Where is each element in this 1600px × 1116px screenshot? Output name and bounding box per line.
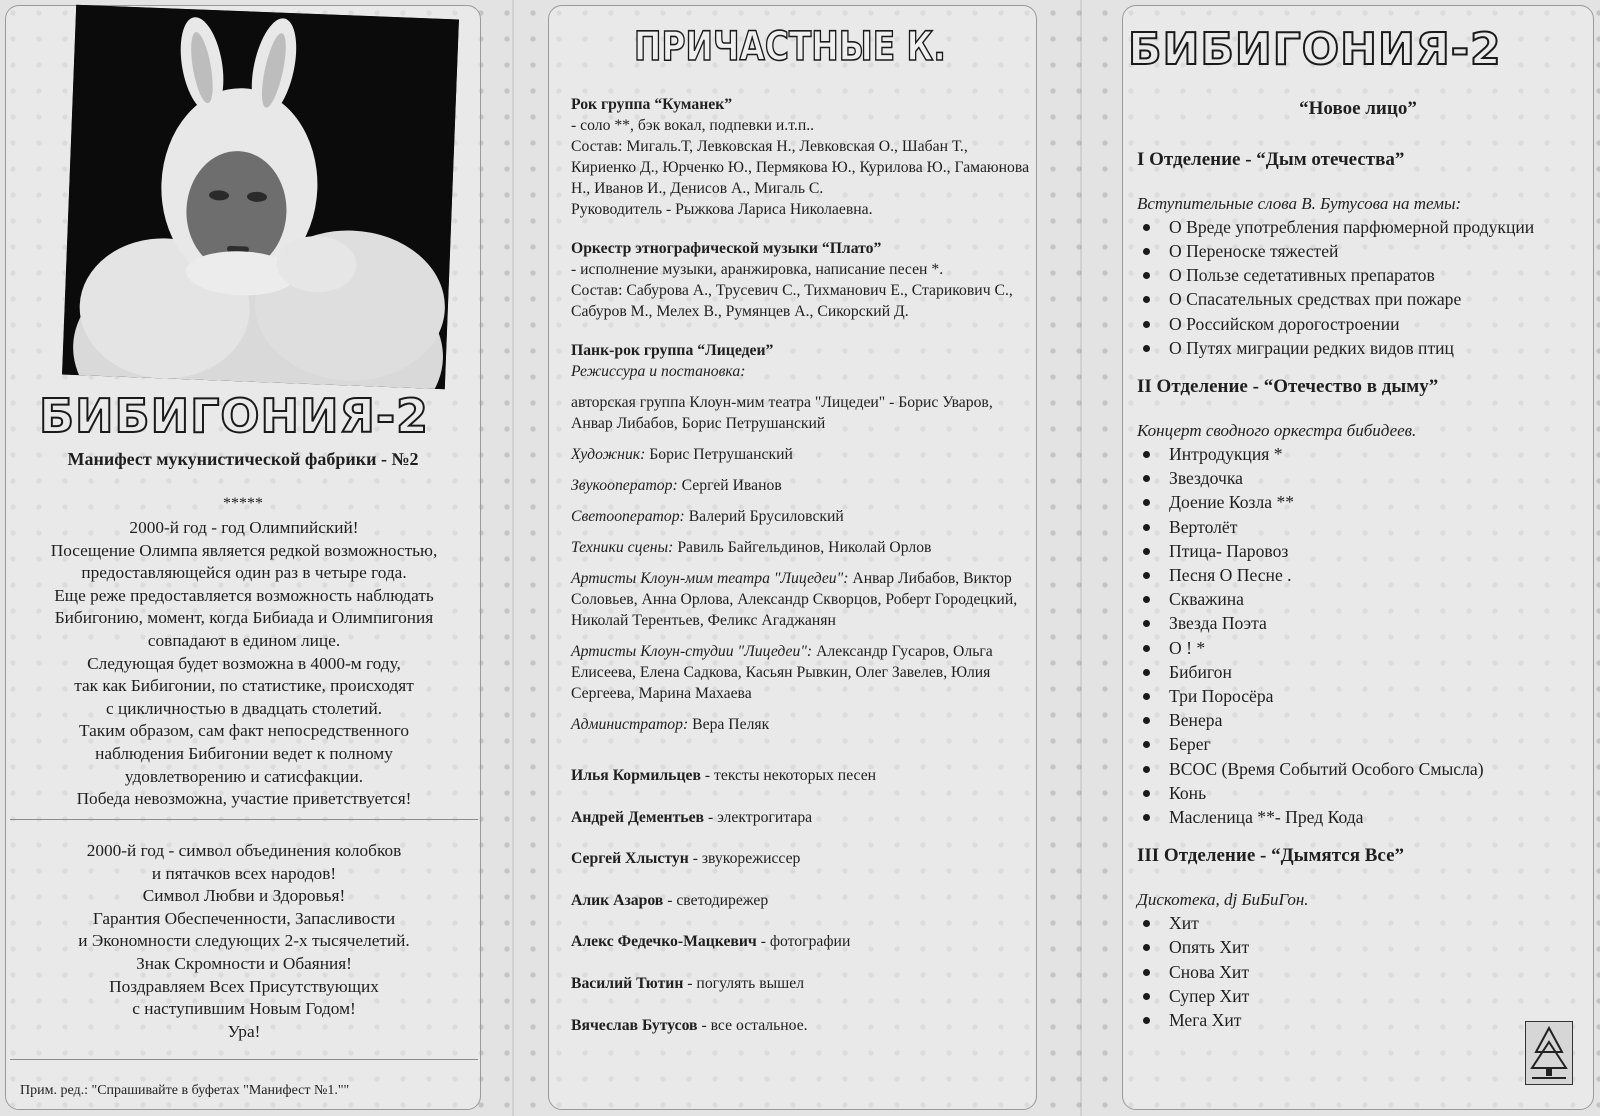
paragraph-line: наблюдения Бибигонии ведет к полному [95,743,393,763]
group-line: Состав: Сабурова А., Трусевич С., Тихманович Е., Старикович С., Сабуров М., Мелех В., Румянцев А., Сикорский Д. [571,282,1013,320]
credit-names: Сергей Иванов [677,477,782,494]
list-item: О Путях миграции редких видов птиц [1137,336,1587,360]
paragraph-line: и пятачков всех народов! [151,863,337,883]
olympic-paragraph [14,517,474,811]
left-panel [5,5,481,1110]
credit-role: Техники сцены: [571,539,674,556]
program-subtitle: “Новое лицо” [1299,98,1417,119]
credits-list [571,94,1031,1056]
solo-credit [571,1015,1031,1036]
divider-line [10,819,478,820]
paragraph-line: совпадают в едином лице. [147,630,341,650]
person-role: - звукорежиссер [688,850,801,868]
paragraph-line: предоставляющейся один раз в четыре года. [81,563,407,583]
paragraph-line: Поздравляем Всех Присутствующих [109,976,379,996]
group-line: - соло **, бэк вокал, подпевки и.т.п.. [571,117,815,134]
list-item: ВСОС (Время Событий Особого Смысла) [1137,757,1587,781]
credit-names: Валерий Брусиловский [684,508,844,525]
bibigonia-logo: БИБИГОНИЯ-2 [1128,24,1502,75]
list-item: Берег [1137,732,1587,756]
group-block [571,94,1031,220]
credit-line [571,444,1031,465]
credit-role: Артисты Клоун-мим театра "Лицедеи": [571,570,849,587]
paragraph-line: Ура! [227,1021,261,1041]
new-year-paragraph [14,840,474,1043]
solo-credit [571,973,1031,994]
group-line: Руководитель - Рыжкова Лариса Николаевна. [571,201,873,218]
list-item: Песня О Песне . [1137,563,1587,587]
stars-divider: ***** [223,495,263,512]
list-item: Бибигон [1137,660,1587,684]
credit-names: Равиль Байгельдинов, Николай Орлов [673,539,932,556]
paragraph-line: Еще реже предоставляется возможность наблюдать [54,585,434,605]
paragraph-line: Символ Любви и Здоровья! [142,886,346,906]
person-role: - все остальное. [697,1016,808,1034]
credit-names: Вера Пеляк [688,716,770,733]
person-role: - фотографии [756,933,851,951]
section-items [1137,442,1587,829]
credit-role: Звукооператор: [571,477,678,494]
list-item: Мега Хит [1137,1008,1587,1032]
list-item: О Переноске тяжестей [1137,239,1587,263]
person-name: Вячеслав Бутусов [571,1016,698,1034]
credit-line [571,506,1031,527]
list-item: Интродукция * [1137,442,1587,466]
credit-role: Администратор: [571,716,689,733]
person-name: Андрей Дементьев [571,808,705,826]
person-name: Алекс Федечко-Мацкевич [571,933,757,951]
credit-line [571,537,1031,558]
program-list [1137,147,1587,1032]
tree-emblem-icon [1525,1021,1573,1085]
person-role: - светодирежер [663,891,769,909]
solo-credit [571,807,1031,828]
section-intro: Вступительные слова В. Бутусова на темы: [1137,194,1462,213]
paragraph-line: с цикличностью в двадцать столетий. [105,698,383,718]
credit-role: Художник: [571,446,646,463]
person-name: Илья Кормильцев [571,767,701,784]
group-line: Состав: Мигаль.Т, Левковская Н., Левковская О., Шабан Т., Кириенко Д., Юрченко Ю., Пермякова Ю., Курилова Ю., Гамаюнова Н., Иванов И., Денисов А., Мигаль С. [571,138,1030,197]
middle-panel [548,5,1037,1110]
group-role: Режиссура и постановка: [571,363,746,380]
person-name: Алик Азаров [571,891,664,909]
credit-line [571,714,1031,735]
paragraph-line: Следующая будет возможна в 4000-м году, [87,653,401,673]
group-name: Оркестр этнографической музыки “Плато” [571,240,882,257]
paragraph-line: и Экономности следующих 2-х тысячелетий. [78,931,410,951]
credit-role: Светооператор: [571,508,685,525]
section-intro: Концерт сводного оркестра бибидеев. [1137,421,1417,441]
group-name: Панк-рок группа “Лицедеи” [571,342,774,359]
solo-credit [571,848,1031,869]
paragraph-line: Гарантия Обеспеченности, Запасливости [92,908,396,928]
paragraph-line: удовлетворению и сатисфакции. [124,766,364,786]
person-name: Василий Тютин [571,974,684,992]
solo-credit [571,765,1031,786]
person-name: Сергей Хлыстун [571,850,689,868]
fold-line [512,0,514,1116]
solo-credit [571,931,1031,952]
bunny-costume-image [62,5,459,389]
section-items [1137,215,1587,360]
credit-line: авторская группа Клоун-мим театра "Лицедеи" - Борис Уваров, Анвар Либабов, Борис Петрушанский [571,394,993,432]
credit-line [571,568,1031,631]
list-item: Опять Хит [1137,935,1587,959]
editor-note: Прим. ред.: "Спрашивайте в буфетах "Манифест №1."" [20,1083,350,1098]
list-item: Хит [1137,911,1587,935]
manifesto-subtitle: Манифест мукунистической фабрики - №2 [67,449,419,469]
list-item: Снова Хит [1137,960,1587,984]
group-block [571,340,1031,382]
list-item: Три Поросёра [1137,684,1587,708]
solo-credit [571,890,1031,911]
list-item: О ! * [1137,636,1587,660]
list-item: О Пользе седетативных препаратов [1137,263,1587,287]
credit-names: Александр Гусаров, Ольга Елисеева, Елена Садкова, Касьян Рывкин, Олег Завелев, Юлия Сергеева, Марина Махаева [571,643,993,702]
list-item: Супер Хит [1137,984,1587,1008]
list-item: Венера [1137,708,1587,732]
credit-names: Анвар Либабов, Виктор Соловьев, Анна Орлова, Александр Скворцов, Роберт Городецкий, Николай Терентьев, Феликс Агаджанян [571,570,1018,629]
paragraph-line: Знак Скромности и Обаяния! [136,953,352,973]
paragraph-line: Посещение Олимпа является редкой возможностью, [50,540,438,560]
person-role: - тексты некоторых песен [700,767,877,784]
list-item: Доение Козла ** [1137,490,1587,514]
credits-title: ПРИЧАСТНЫЕ К. [634,24,946,70]
paragraph-line: 2000-й год - год Олимпийский! [129,518,359,537]
list-item: О Российском дорогостроении [1137,312,1587,336]
list-item: Звезда Поэта [1137,611,1587,635]
paragraph-line: с наступившим Новым Годом! [132,999,356,1019]
list-item: Скважина [1137,587,1587,611]
credit-line [571,641,1031,704]
list-item: Масленица **- Пред Кода [1137,805,1587,829]
fold-line [1080,0,1082,1116]
list-item: Птица- Паровоз [1137,539,1587,563]
bibigonia-logo: БИБИГОНИЯ-2 [39,389,430,443]
person-role: - электрогитара [704,808,813,826]
list-item: Звездочка [1137,466,1587,490]
group-name: Рок группа “Куманек” [571,96,733,113]
list-item: Вертолёт [1137,515,1587,539]
credit-role: Артисты Клоун-студии "Лицедеи": [571,643,813,660]
group-block [571,238,1031,322]
paragraph-line: Бибигонию, момент, когда Бибиада и Олимпигония [54,608,434,628]
section-title: I Отделение - “Дым отечества” [1137,149,1405,170]
list-item: О Вреде употребления парфюмерной продукции [1137,215,1587,239]
person-role: - погулять вышел [683,974,805,992]
section-title: III Отделение - “Дымятся Все” [1137,845,1405,867]
paragraph-line: Таким образом, сам факт непосредственного [79,721,409,741]
paragraph-line: 2000-й год - символ объединения колобков [86,841,402,860]
section-intro: Дискотека, dj БиБиГон. [1137,890,1309,910]
list-item: О Спасательных средствах при пожаре [1137,287,1587,311]
group-line: - исполнение музыки, аранжировка, написание песен *. [571,261,944,278]
list-item: Конь [1137,781,1587,805]
divider-line [10,1059,478,1060]
right-panel [1122,5,1594,1110]
credit-line [571,475,1031,496]
paragraph-line: так как Бибигонии, по статистике, происходят [74,676,414,696]
section-title: II Отделение - “Отечество в дыму” [1137,376,1439,398]
bunny-costume-photo [62,5,459,389]
credit-names: Борис Петрушанский [645,446,793,463]
section-items [1137,911,1587,1032]
paragraph-line: Победа невозможна, участие приветствуется! [76,789,412,809]
